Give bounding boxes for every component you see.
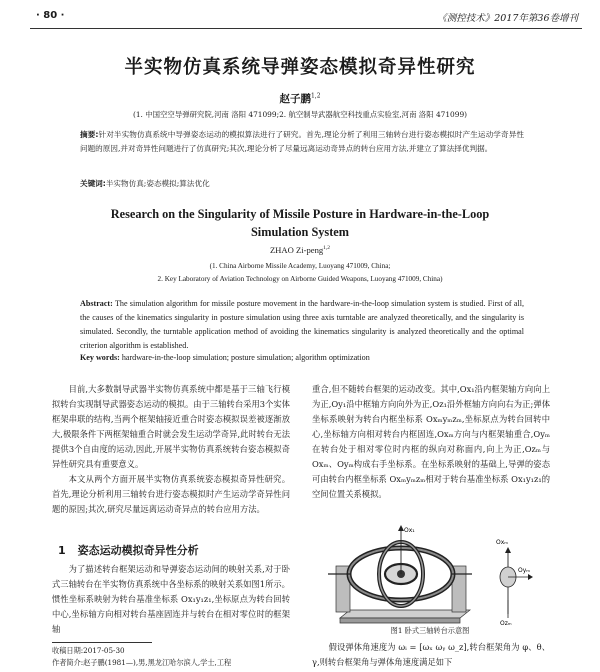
affiliation-cn: (1. 中国空空导弹研究院,河南 洛阳 471099;2. 航空制导武器航空科技重点实验室,河南 洛阳 471099) <box>132 110 468 119</box>
footnote-author: 作者简介:赵子鹏(1981—),男,黑龙江哈尔滨人,学士,工程 <box>52 658 232 667</box>
body-paragraph: 目前,大多数制导武器半实物仿真系统中都是基于三轴飞行模拟转台实现制导武器姿态运动的模拟。由于三轴转台采用3个实体框架串联的结构,当两个框架轴接近重合时姿态模拟误差被逐渐放大,极限条件下两框架轴重合时就会发生运动学奇异,此时转台无法提供3个自由度的运动,因此,开展半实物仿真系统转台姿态模拟奇异性研究具有重要意义。 <box>52 384 290 469</box>
turntable-figure <box>320 522 540 626</box>
body-paragraph: 本文从两个方面开展半实物仿真系统姿态模拟奇异性研究。首先,理论分析利用三轴转台进行姿态模拟时产生运动学奇异性问题的原因;其次,研究尽量远离运动奇异点的转台应用方法。 <box>52 474 290 514</box>
abstract-en: Abstract: The simulation algorithm for missile posture movement in the hardware-in-the-loop simulation system is studied. First of all, the causes of the kinematics singularity in posture simulation using three axis turntable are analyzed theoretically, and the singularity is simulated. Secondly, the turntable application method of avoiding the kinematics singularity is analyzed theoretically and the optimal criterion algorithm is established. <box>80 299 524 350</box>
body-paragraph: 为了描述转台框架运动和导弹姿态运动间的映射关系,对于卧式三轴转台在半实物仿真系统中各坐标系的映射关系如图1所示。惯性坐标系映射为转台基准坐标系 Ox₁y₁z₁,坐标原点为转台回转中心,坐标轴方向相对转台基座固连并与转台在相对零位时的框架轴 <box>52 564 290 634</box>
body-left-column-2 <box>52 562 290 637</box>
keywords-en: Key words: hardware-in-the-loop simulation; posture simulation; algorithm optimization <box>80 353 370 362</box>
body-right-column <box>312 382 550 502</box>
footnote-received: 收稿日期:2017-05-30 <box>52 646 125 655</box>
title-en: Research on the Singularity of Missile Posture in Hardware-in-the-Loop Simulation System <box>110 207 490 239</box>
turntable-drawing <box>328 525 472 623</box>
journal-reference: 《测控技术》2017年第36卷增刊 <box>437 13 578 24</box>
header-rule <box>30 28 582 29</box>
axis-label-oxm: Oxₘ <box>496 539 509 546</box>
body-right-column-2 <box>312 640 550 670</box>
coordinate-sketch <box>500 547 533 618</box>
abstract-cn: 摘要:针对半实物仿真系统中导弹姿态运动的模拟算法进行了研究。首先,理论分析了利用三轴转台进行姿态模拟时产生运动学奇异性问题的原因,并对奇异性问题进行了仿真研究;其次,理论分析了尽量远离运动奇异点的转台应用方法,并建立了算法择优判据。 <box>80 130 524 153</box>
author-cn: 赵子鹏$^{1,2}$ <box>279 92 321 105</box>
title-cn: 半实物仿真系统导弹姿态模拟奇异性研究 <box>124 57 476 78</box>
axis-label-ozm: Ozₘ <box>500 620 512 626</box>
section-heading: 1 姿态运动模拟奇异性分析 <box>58 544 199 557</box>
body-paragraph: 假设弹体角速度为 ωᵢ = [ωₓ ωᵧ ω_z],转台框架角为 φ、θ、γ,则转台框架角与弹体角速度满足如下 <box>312 642 550 667</box>
body-left-column <box>52 382 290 517</box>
axis-label-oym: Oyₘ <box>518 567 531 574</box>
figure-caption: 图1 卧式三轴转台示意图 <box>390 626 470 635</box>
page-number: · 80 · <box>36 10 65 21</box>
affiliation-en-2: 2. Key Laboratory of Aviation Technology on Airborne Guided Weapons, Luoyang 471009, China) <box>157 275 443 283</box>
keywords-cn: 关键词:半实物仿真;姿态模拟;算法优化 <box>80 179 210 188</box>
body-paragraph: 重合,但不随转台框架的运动改变。其中,Ox₁沿内框架轴方向向上为正,Oy₁沿中框轴方向向外为正,Oz₁沿外框轴方向向右为正;弹体坐标系映射为转台内框坐标系 Oxₘyₘzₘ,坐标原点为转台回转中心,坐标轴方向相对转台内框固连,Oxₘ方向与内框架轴重合,Oyₘ在转台处于相对零位时内框的纵向对称面内,向上为正,Ozₘ与Oxₘ、Oyₘ构成右手坐标系。在坐标系映射的基础上,导弹的姿态可由转台内框坐标系 Oxₘyₘzₘ相对于转台基准坐标系 Ox₁y₁z₁的空间位置关系模拟。 <box>312 384 550 499</box>
axis-label-ox1: Ox₁ <box>404 527 415 534</box>
author-en: ZHAO Zi-peng$^{1,2}$ <box>269 245 331 255</box>
footnote-rule <box>52 642 152 643</box>
affiliation-en-1: (1. China Airborne Missile Academy, Luoyang 471009, China; <box>209 262 391 270</box>
